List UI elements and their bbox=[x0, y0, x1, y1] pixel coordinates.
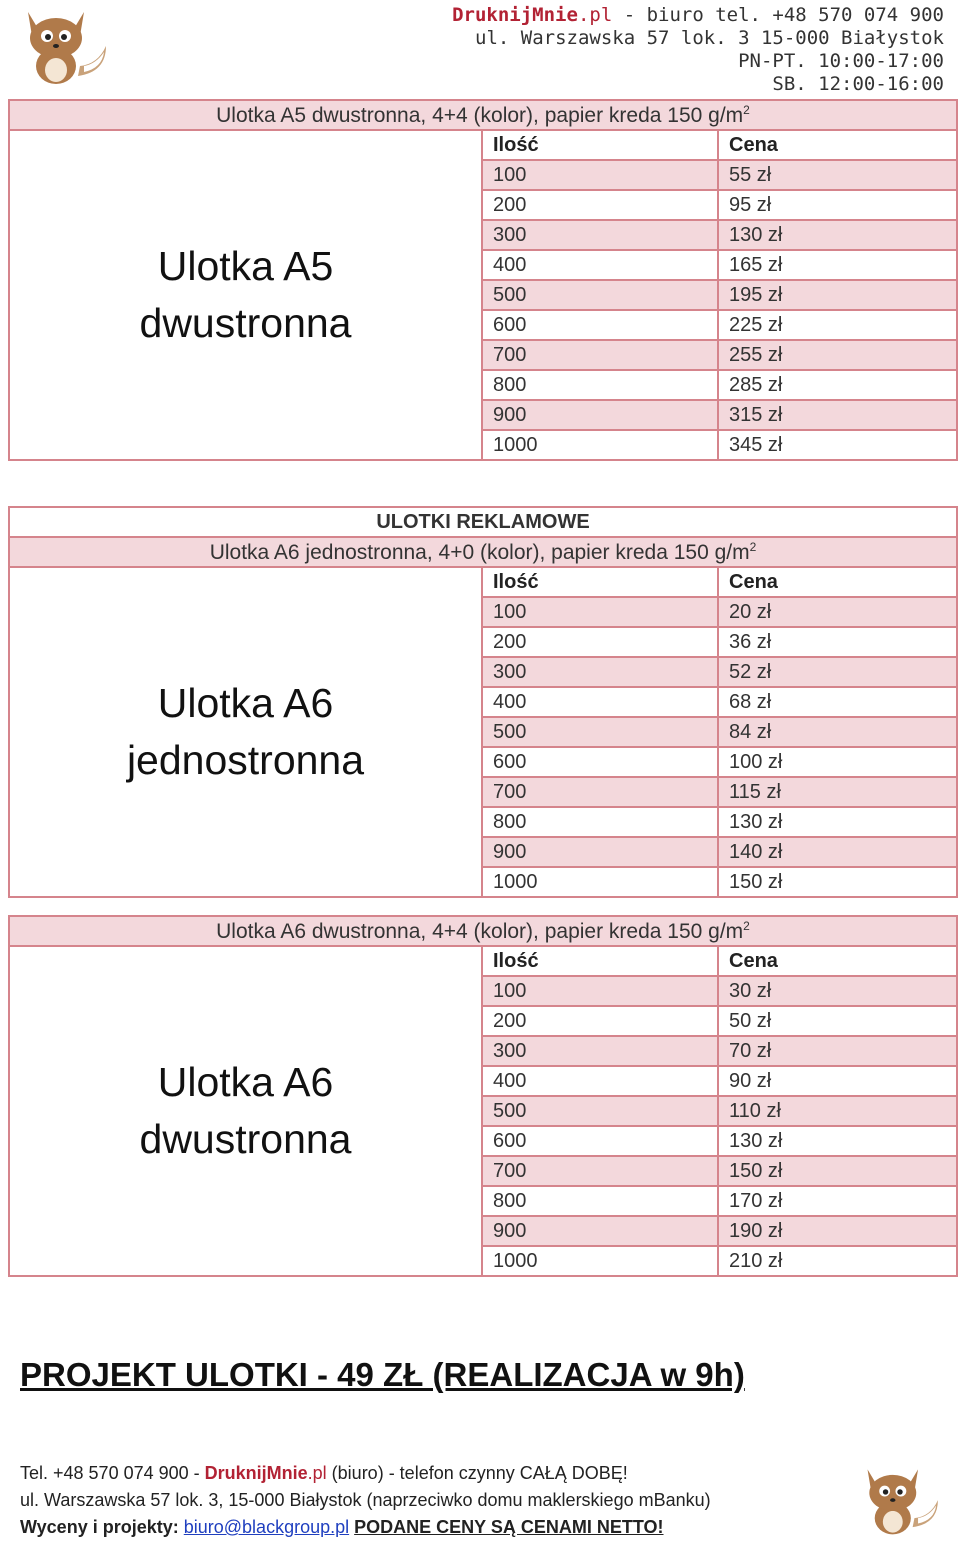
price-cell: 36 zł bbox=[718, 627, 957, 657]
price-cell: 285 zł bbox=[718, 370, 957, 400]
section-title: ULOTKI REKLAMOWE bbox=[9, 507, 957, 537]
price-cell: 210 zł bbox=[718, 1246, 957, 1276]
quantity-cell: 900 bbox=[482, 1216, 718, 1246]
table-caption: Ulotka A6 dwustronna, 4+4 (kolor), papier kreda 150 $g/m^2$ bbox=[9, 916, 957, 946]
price-cell: 345 zł bbox=[718, 430, 957, 460]
quantity-cell: 700 bbox=[482, 340, 718, 370]
quantity-cell: 1000 bbox=[482, 867, 718, 897]
netto-note: PODANE CENY SĄ CENAMI NETTO! bbox=[354, 1517, 664, 1537]
price-table-a5-double bbox=[8, 99, 958, 461]
quantity-cell: 600 bbox=[482, 1126, 718, 1156]
price-cell: 52 zł bbox=[718, 657, 957, 687]
price-cell: 195 zł bbox=[718, 280, 957, 310]
footer-phone-line: Tel. +48 570 074 900 - DruknijMnie.pl (biuro) - telefon czynny CAŁĄ DOBĘ! bbox=[20, 1463, 628, 1483]
price-cell: 315 zł bbox=[718, 400, 957, 430]
quantity-cell: 400 bbox=[482, 687, 718, 717]
price-cell: 225 zł bbox=[718, 310, 957, 340]
price-cell: 20 zł bbox=[718, 597, 957, 627]
price-cell: 55 zł bbox=[718, 160, 957, 190]
price-cell: 130 zł bbox=[718, 807, 957, 837]
quantity-cell: 500 bbox=[482, 280, 718, 310]
quantity-cell: 1000 bbox=[482, 430, 718, 460]
column-header-quantity: Ilość bbox=[482, 946, 718, 976]
project-price-line: PROJEKT ULOTKI - 49 ZŁ (REALIZACJA w 9h) bbox=[20, 1356, 745, 1393]
quantity-cell: 200 bbox=[482, 627, 718, 657]
column-header-price: Cena bbox=[718, 130, 957, 160]
header-hours-saturday: SB. 12:00-16:00 bbox=[772, 73, 944, 95]
quantity-cell: 600 bbox=[482, 747, 718, 777]
quantity-cell: 1000 bbox=[482, 1246, 718, 1276]
header-address: ul. Warszawska 57 lok. 3 15-000 Białystok bbox=[475, 27, 944, 49]
quantity-cell: 300 bbox=[482, 657, 718, 687]
quantity-cell: 800 bbox=[482, 807, 718, 837]
quantity-cell: 600 bbox=[482, 310, 718, 340]
fox-mascot-icon bbox=[18, 6, 110, 88]
email-link[interactable]: biuro@blackgroup.pl bbox=[183, 1517, 350, 1537]
header-hours-weekday: PN-PT. 10:00-17:00 bbox=[738, 50, 944, 72]
price-cell: 130 zł bbox=[718, 1126, 957, 1156]
column-header-price: Cena bbox=[718, 946, 957, 976]
quantity-cell: 400 bbox=[482, 1066, 718, 1096]
quantity-cell: 700 bbox=[482, 1156, 718, 1186]
quantity-cell: 500 bbox=[482, 1096, 718, 1126]
quantity-cell: 900 bbox=[482, 400, 718, 430]
quantity-cell: 500 bbox=[482, 717, 718, 747]
quantity-cell: 900 bbox=[482, 837, 718, 867]
price-cell: 165 zł bbox=[718, 250, 957, 280]
product-label: Ulotka A6 jednostronna bbox=[9, 567, 482, 897]
price-cell: 190 zł bbox=[718, 1216, 957, 1246]
quantity-cell: 300 bbox=[482, 1036, 718, 1066]
quantity-cell: 200 bbox=[482, 190, 718, 220]
quantity-cell: 800 bbox=[482, 370, 718, 400]
price-cell: 90 zł bbox=[718, 1066, 957, 1096]
table-caption: Ulotka A5 dwustronna, 4+4 (kolor), papier kreda 150 $g/m^2$ bbox=[9, 100, 957, 130]
footer-quotes-line: Wyceny i projekty: biuro@blackgroup.pl PODANE CENY SĄ CENAMI NETTO! bbox=[20, 1517, 664, 1537]
quantity-cell: 100 bbox=[482, 976, 718, 1006]
quantity-cell: 200 bbox=[482, 1006, 718, 1036]
column-header-price: Cena bbox=[718, 567, 957, 597]
product-label: Ulotka A6 dwustronna bbox=[9, 946, 482, 1276]
price-table-a6-single bbox=[8, 506, 958, 898]
price-cell: 95 zł bbox=[718, 190, 957, 220]
quantity-cell: 300 bbox=[482, 220, 718, 250]
quantity-cell: 400 bbox=[482, 250, 718, 280]
price-cell: 110 zł bbox=[718, 1096, 957, 1126]
table-caption: Ulotka A6 jednostronna, 4+0 (kolor), papier kreda 150 $g/m^2$ bbox=[9, 537, 957, 567]
price-cell: 30 zł bbox=[718, 976, 957, 1006]
price-table-a6-double bbox=[8, 915, 958, 1277]
contact-header bbox=[452, 4, 944, 96]
fox-mascot-icon bbox=[858, 1464, 942, 1538]
price-cell: 115 zł bbox=[718, 777, 957, 807]
price-cell: 140 zł bbox=[718, 837, 957, 867]
column-header-quantity: Ilość bbox=[482, 130, 718, 160]
price-cell: 130 zł bbox=[718, 220, 957, 250]
quantity-cell: 100 bbox=[482, 597, 718, 627]
price-cell: 84 zł bbox=[718, 717, 957, 747]
price-cell: 150 zł bbox=[718, 1156, 957, 1186]
footer-address: ul. Warszawska 57 lok. 3, 15-000 Białystok (naprzeciwko domu maklerskiego mBanku) bbox=[20, 1490, 711, 1510]
price-cell: 170 zł bbox=[718, 1186, 957, 1216]
price-cell: 70 zł bbox=[718, 1036, 957, 1066]
quantity-cell: 800 bbox=[482, 1186, 718, 1216]
quantity-cell: 700 bbox=[482, 777, 718, 807]
price-cell: 50 zł bbox=[718, 1006, 957, 1036]
header-brand-line: DruknijMnie.pl - biuro tel. +48 570 074 900 bbox=[452, 4, 944, 26]
price-cell: 255 zł bbox=[718, 340, 957, 370]
footer bbox=[20, 1460, 711, 1541]
price-cell: 150 zł bbox=[718, 867, 957, 897]
price-cell: 68 zł bbox=[718, 687, 957, 717]
product-label: Ulotka A5 dwustronna bbox=[9, 130, 482, 460]
quantity-cell: 100 bbox=[482, 160, 718, 190]
column-header-quantity: Ilość bbox=[482, 567, 718, 597]
price-cell: 100 zł bbox=[718, 747, 957, 777]
